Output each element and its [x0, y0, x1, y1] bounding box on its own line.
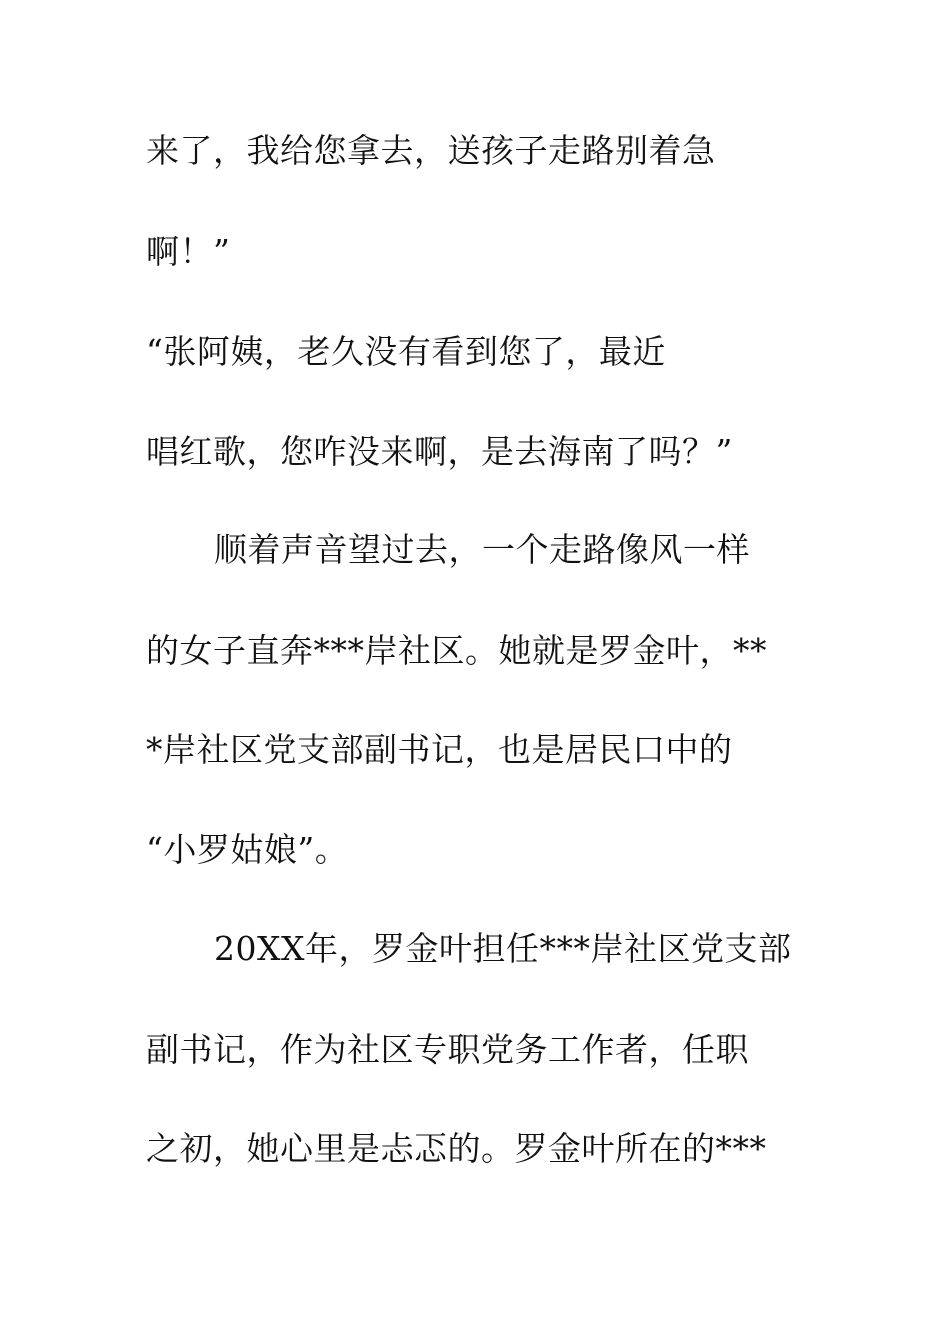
text-line: *岸社区党支部副书记，也是居民口中的: [146, 730, 733, 769]
text-line: 啊！”: [146, 232, 231, 271]
text-line: “张阿姨，老久没有看到您了，最近: [146, 332, 666, 371]
text-line: “小罗姑娘”。: [146, 830, 349, 869]
text-line: 顺着声音望过去，一个走路像风一样: [214, 530, 750, 569]
text-line: 唱红歌，您咋没来啊，是去海南了吗？”: [146, 432, 733, 471]
text-line: 的女子直奔***岸社区。她就是罗金叶，**: [146, 631, 767, 670]
text-line: 20XX年，罗金叶担任***岸社区党支部: [214, 929, 792, 968]
text-line: 来了，我给您拿去，送孩子走路别着急: [146, 131, 716, 170]
text-line: 之初，她心里是忐忑的。罗金叶所在的***: [146, 1129, 767, 1168]
text-line: 副书记，作为社区专职党务工作者，任职: [146, 1030, 749, 1069]
